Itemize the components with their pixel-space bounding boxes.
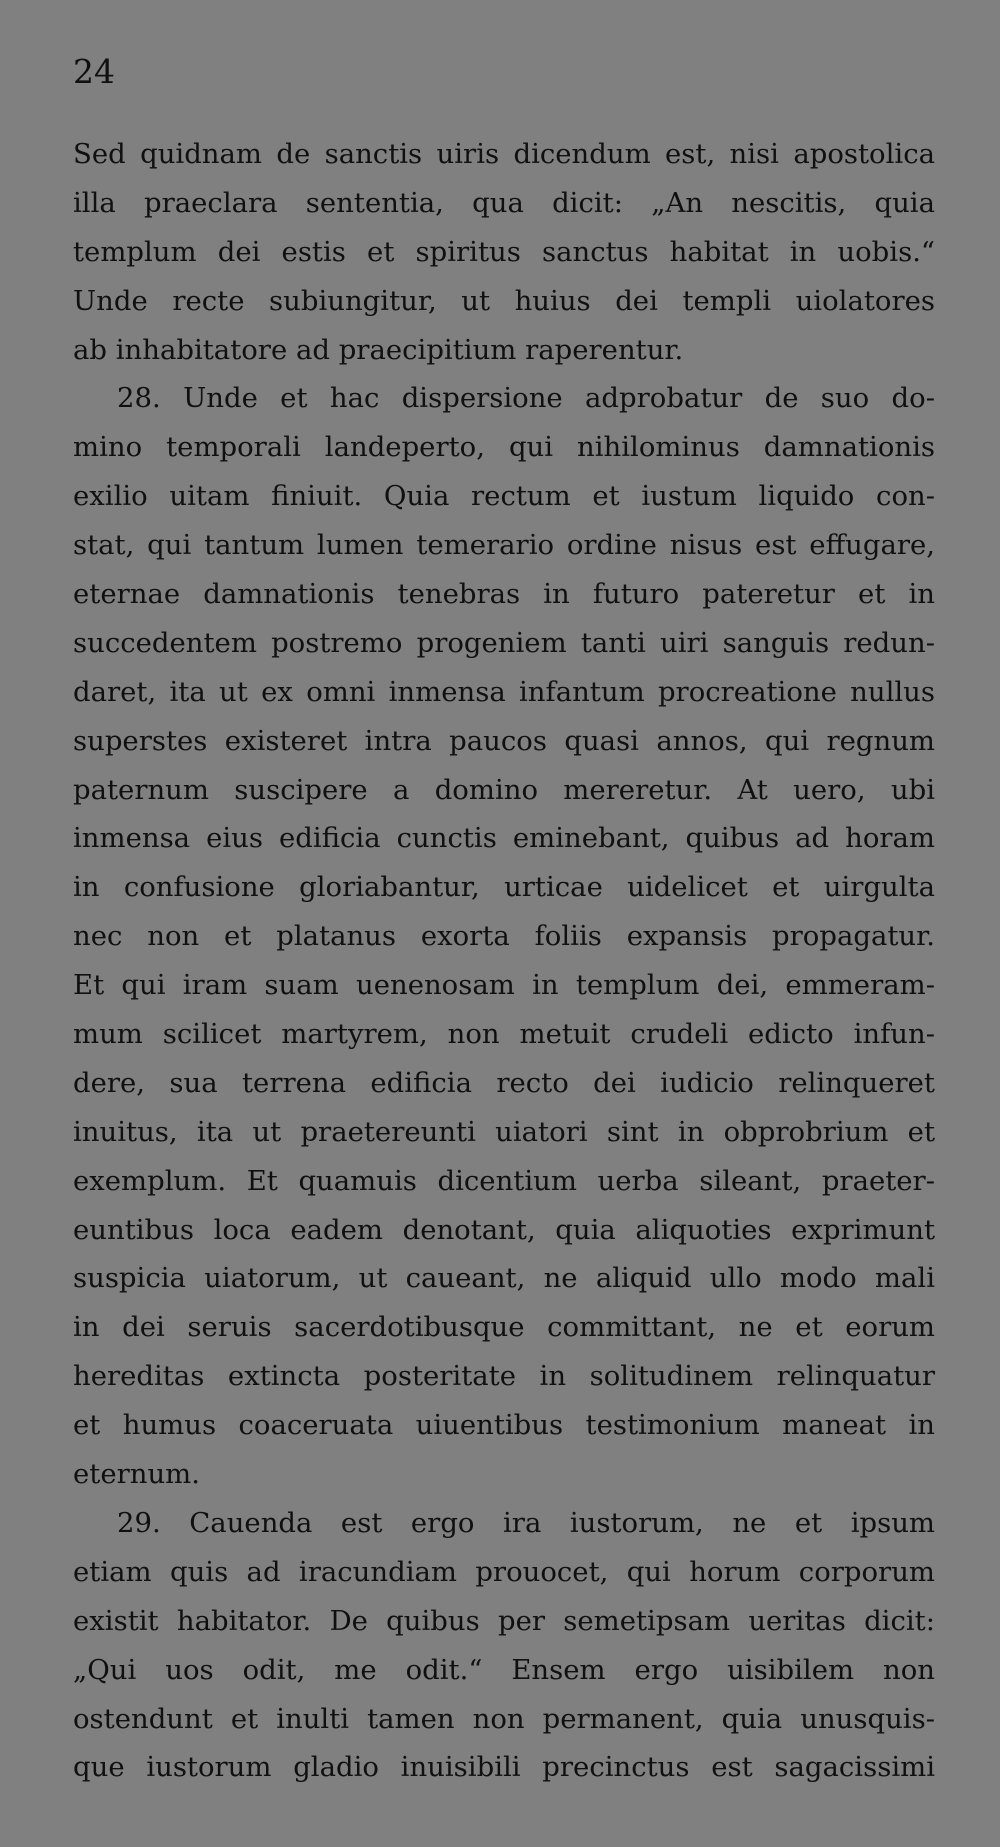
text-line: templum dei estis et spiritus sanctus habitat in uobis.“ xyxy=(73,235,935,268)
text-line: succedentem postremo progeniem tanti uiri sanguis redun- xyxy=(73,626,935,659)
text-line: illa praeclara sententia, qua dicit: „An nescitis, quia xyxy=(73,186,935,219)
text-line: stat, qui tantum lumen temerario ordine nisus est effugare, xyxy=(73,529,935,562)
text-line: que iustorum gladio inuisibili precinctus est sagacissimi xyxy=(73,1751,935,1784)
text-line: superstes existeret intra paucos quasi annos, qui regnum xyxy=(73,724,935,757)
text-line: mino temporali landeperto, qui nihilominus damnationis xyxy=(73,431,935,464)
text-line: eternum. xyxy=(73,1458,200,1491)
text-line: et humus coaceruata uiuentibus testimonium maneat in xyxy=(73,1409,935,1442)
text-line: dere, sua terrena edificia recto dei iudicio relinqueret xyxy=(73,1066,935,1099)
text-line: nec non et platanus exorta foliis expansis propagatur. xyxy=(73,920,935,953)
text-line: inmensa eius edificia cunctis eminebant, quibus ad horam xyxy=(73,822,935,855)
text-line: in dei seruis sacerdotibusque committant, ne et eorum xyxy=(73,1311,935,1344)
body-text xyxy=(73,130,935,1792)
text-line: euntibus loca eadem denotant, quia aliquoties exprimunt xyxy=(73,1213,935,1246)
text-line: 29. Cauenda est ergo ira iustorum, ne et ipsum xyxy=(117,1506,935,1539)
text-line: paternum suscipere a domino mereretur. At uero, ubi xyxy=(73,773,935,806)
text-line: 28. Unde et hac dispersione adprobatur de suo do- xyxy=(117,382,935,415)
text-line: etiam quis ad iracundiam prouocet, qui horum corporum xyxy=(73,1555,935,1588)
text-line: daret, ita ut ex omni inmensa infantum procreatione nullus xyxy=(73,675,935,708)
text-line: ab inhabitatore ad praecipitium raperentur. xyxy=(73,333,684,366)
text-line: exemplum. Et quamuis dicentium uerba sileant, praeter- xyxy=(73,1164,935,1197)
text-line: existit habitator. De quibus per semetipsam ueritas dicit: xyxy=(73,1604,935,1637)
text-line: inuitus, ita ut praetereunti uiatori sint in obprobrium et xyxy=(73,1115,935,1148)
text-line: hereditas extincta posteritate in solitudinem relinquatur xyxy=(73,1360,935,1393)
text-line: in confusione gloriabantur, urticae uidelicet et uirgulta xyxy=(73,871,935,904)
text-line: Sed quidnam de sanctis uiris dicendum est, nisi apostolica xyxy=(73,138,935,170)
text-line: ostendunt et inulti tamen non permanent, quia unusquis- xyxy=(73,1702,935,1735)
text-line: Unde recte subiungitur, ut huius dei templi uiolatores xyxy=(73,284,935,317)
text-line: mum scilicet martyrem, non metuit crudeli edicto infun- xyxy=(73,1018,935,1051)
text-line: eternae damnationis tenebras in futuro pateretur et in xyxy=(73,578,935,611)
text-line: „Qui uos odit, me odit.“ Ensem ergo uisibilem non xyxy=(73,1653,935,1686)
text-line: Et qui iram suam uenenosam in templum dei, emmeram- xyxy=(73,969,935,1002)
page-number: 24 xyxy=(73,52,115,91)
text-line: exilio uitam finiuit. Quia rectum et iustum liquido con- xyxy=(73,480,935,513)
text-line: suspicia uiatorum, ut caueant, ne aliquid ullo modo mali xyxy=(73,1262,935,1295)
